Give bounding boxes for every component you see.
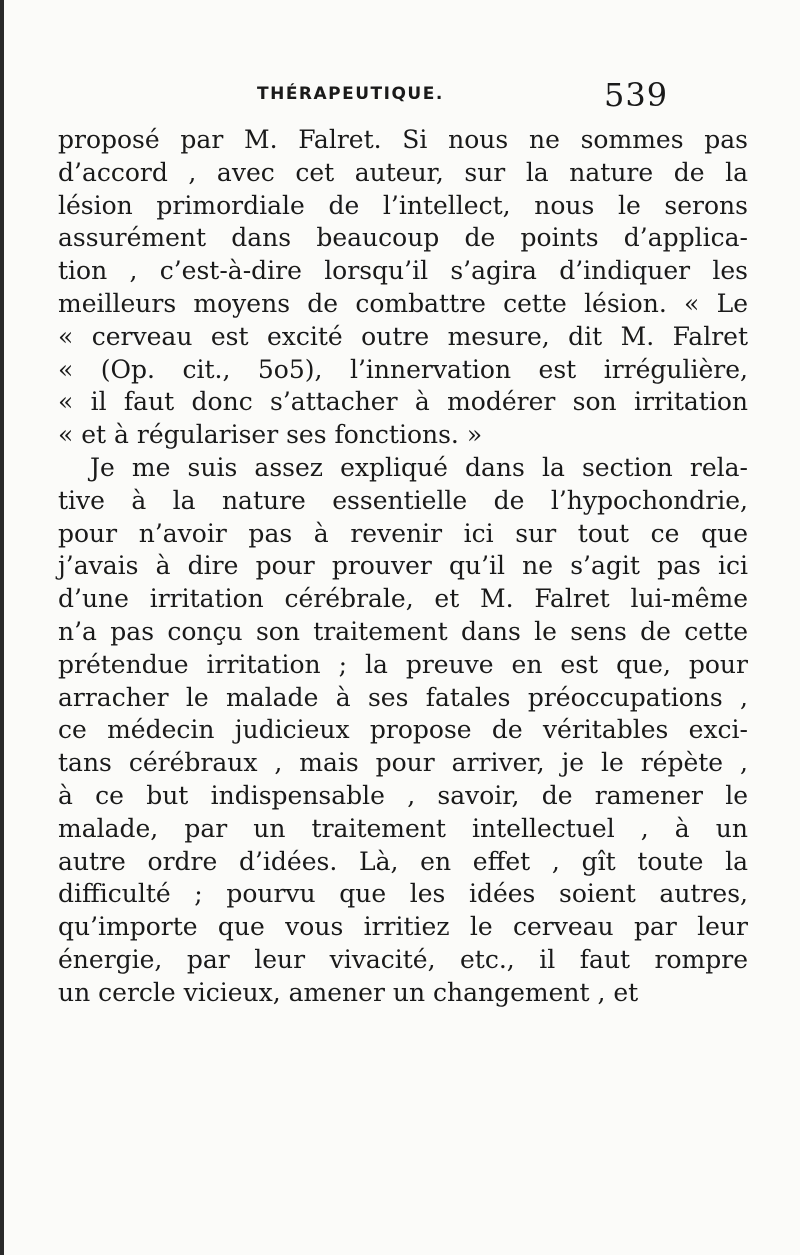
text-line: « il faut donc s’attacher à modérer son irritation <box>58 387 748 417</box>
text-line: un cercle vicieux, amener un changement , et <box>58 977 639 1007</box>
running-title: THÉRAPEUTIQUE. <box>257 84 444 104</box>
text-line: « cerveau est excité outre mesure, dit M. Falret <box>58 321 748 351</box>
text-line: « et à régulariser ses fonctions. » <box>58 420 483 450</box>
text-line: énergie, par leur vivacité, etc., il faut rompre <box>58 944 748 974</box>
text-line: n’a pas conçu son traitement dans le sens de cette <box>58 616 748 646</box>
text-line: pour n’avoir pas à revenir ici sur tout ce que <box>58 518 748 548</box>
text-line: j’avais à dire pour prouver qu’il ne s’agit pas ici <box>58 551 748 581</box>
text-line: à ce but indispensable , savoir, de ramener le <box>58 780 748 810</box>
text-line: tans cérébraux , mais pour arriver, je le répète , <box>58 748 748 778</box>
text-line: tion , c’est-à-dire lorsqu’il s’agira d’indiquer les <box>58 256 748 286</box>
text-line: malade, par un traitement intellectuel , à un <box>58 813 748 843</box>
text-line: prétendue irritation ; la preuve en est que, pour <box>58 649 748 679</box>
text-line: d’accord , avec cet auteur, sur la nature de la <box>58 157 748 187</box>
text-line: d’une irritation cérébrale, et M. Falret lui-même <box>58 584 748 614</box>
text-line: proposé par M. Falret. Si nous ne sommes pas <box>58 125 748 154</box>
text-line: meilleurs moyens de combattre cette lésion. « Le <box>58 288 748 318</box>
page-header <box>0 76 800 116</box>
text-line: assurément dans beaucoup de points d’applica- <box>58 223 748 253</box>
text-line: qu’importe que vous irritiez le cerveau par leur <box>58 912 748 942</box>
page-edge-rule <box>0 0 4 1255</box>
text-line: difficulté ; pourvu que les idées soient autres, <box>58 879 748 909</box>
text-line: arracher le malade à ses fatales préoccupations , <box>58 682 748 712</box>
text-line: Je me suis assez expliqué dans la section rela- <box>90 452 748 482</box>
text-line: autre ordre d’idées. Là, en effet , gît toute la <box>58 846 748 876</box>
page-number: 539 <box>604 76 669 114</box>
text-line: « (Op. cit., 5o5), l’innervation est irrégulière, <box>58 354 748 384</box>
text-line: lésion primordiale de l’intellect, nous le serons <box>58 190 748 220</box>
text-line: ce médecin judicieux propose de véritables exci- <box>58 715 748 745</box>
text-line: tive à la nature essentielle de l’hypochondrie, <box>58 485 748 515</box>
body-text <box>58 124 748 1010</box>
